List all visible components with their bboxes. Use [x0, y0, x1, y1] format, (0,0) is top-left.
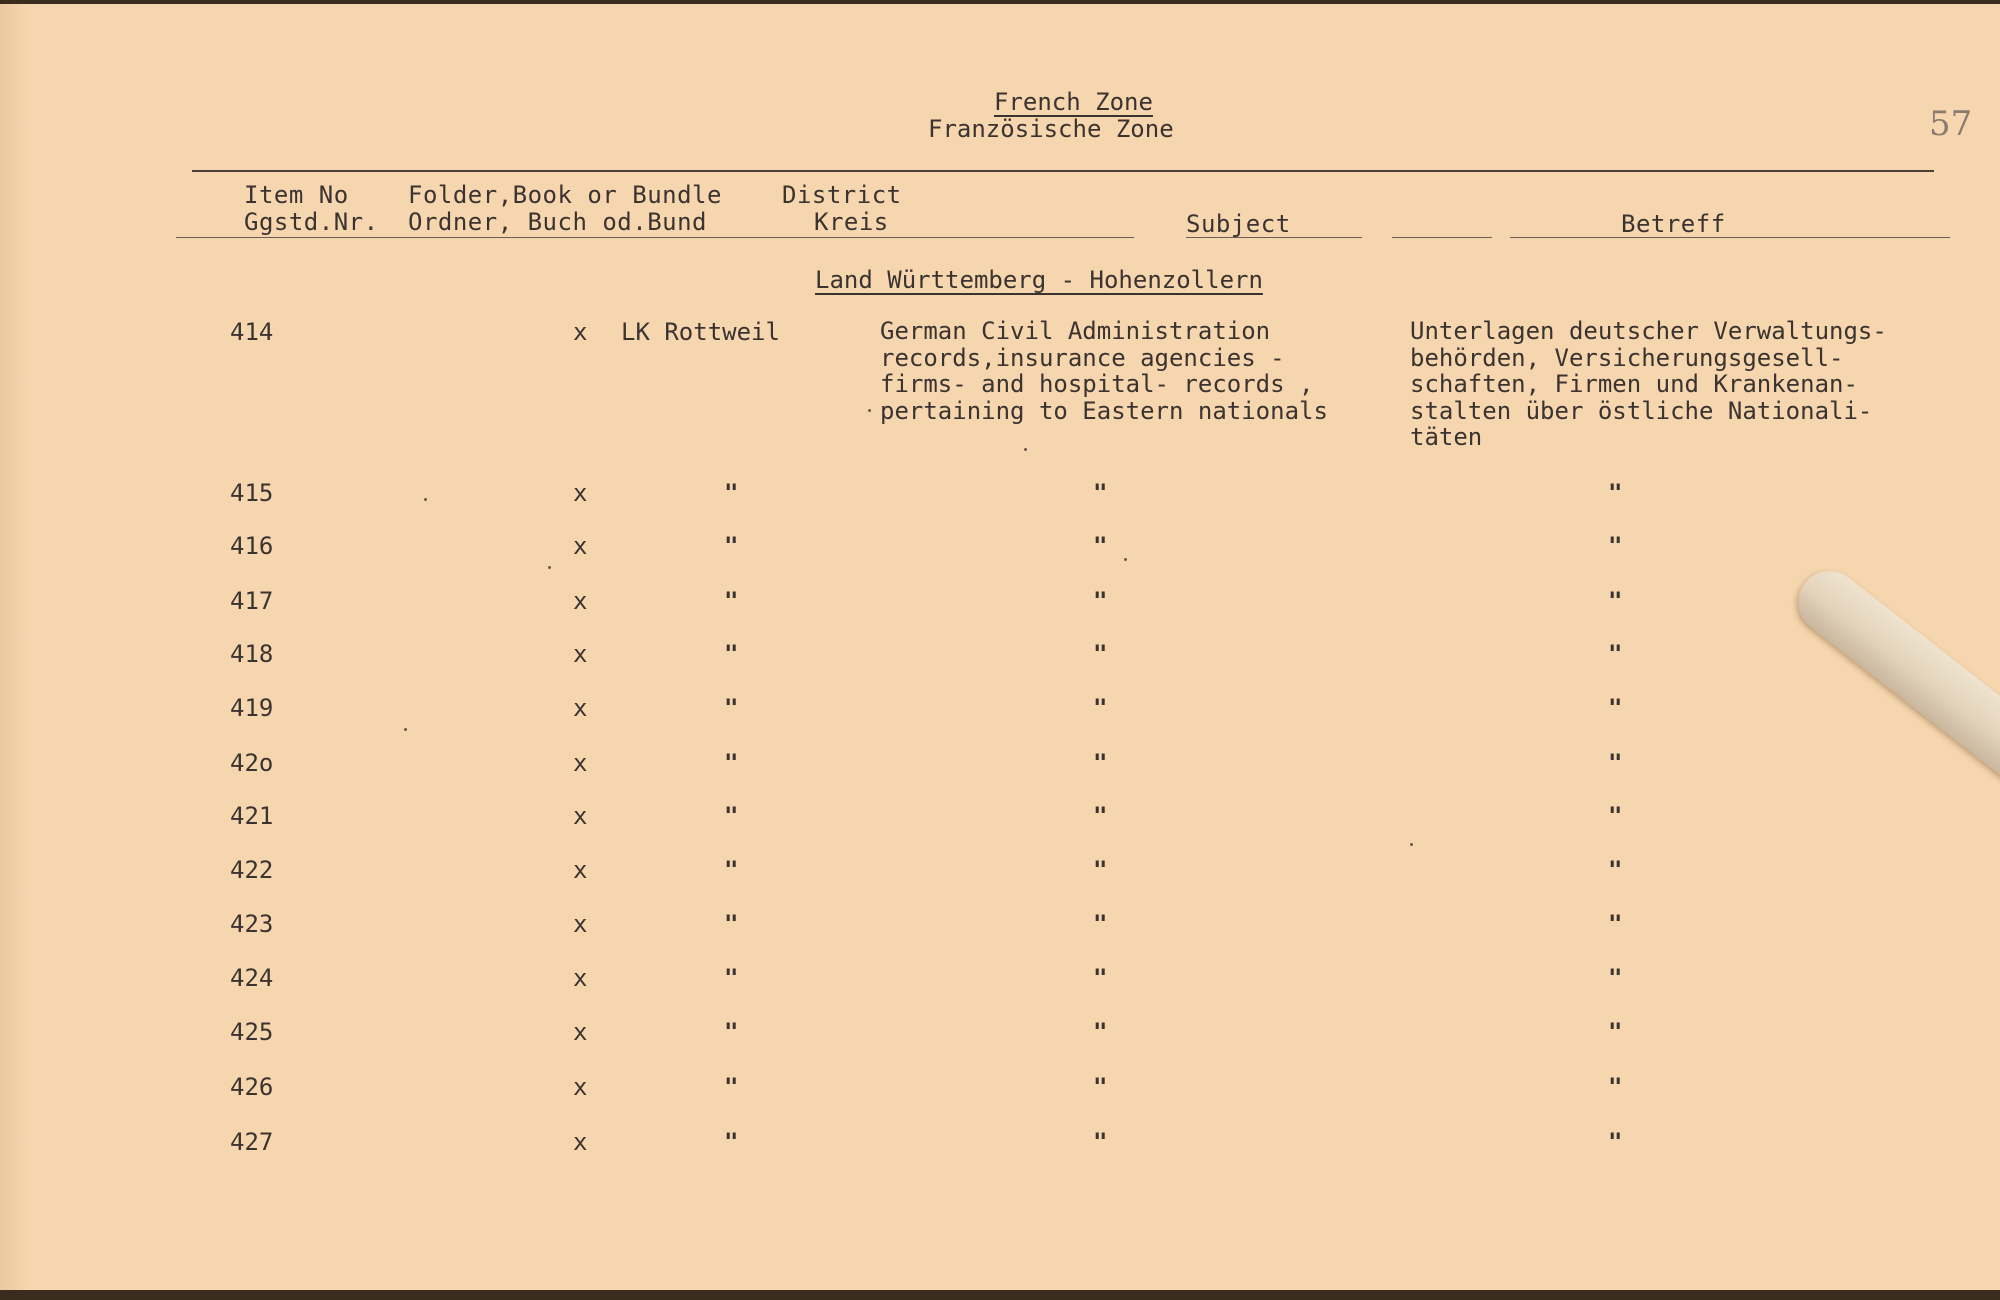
row-subject-ditto: "	[1093, 640, 1108, 668]
row-district-ditto: "	[724, 1073, 739, 1101]
row-subject-ditto: "	[1093, 694, 1108, 722]
row-district-ditto: "	[724, 479, 739, 507]
row-betreff-ditto: "	[1608, 532, 1623, 560]
zone-title-de: Französische Zone	[928, 115, 1174, 143]
table-row	[0, 856, 2000, 886]
row-district-ditto: "	[724, 964, 739, 992]
row-betreff-ditto: "	[1608, 479, 1623, 507]
row-district-ditto: "	[724, 532, 739, 560]
entry-414-item: 414	[230, 318, 274, 346]
document-page	[0, 4, 2000, 1290]
row-mark: x	[573, 1128, 588, 1156]
section-title: Land Württemberg - Hohenzollern	[815, 266, 1263, 294]
row-item-number: 42o	[230, 749, 274, 777]
header-bottom-rule-left	[176, 237, 1134, 238]
row-mark: x	[573, 964, 588, 992]
row-subject-ditto: "	[1093, 856, 1108, 884]
row-betreff-ditto: "	[1608, 802, 1623, 830]
header-bottom-rule-mid	[1186, 237, 1362, 238]
row-subject-ditto: "	[1093, 749, 1108, 777]
row-subject-ditto: "	[1093, 1073, 1108, 1101]
row-district-ditto: "	[724, 856, 739, 884]
col-district-de: Kreis	[814, 208, 889, 236]
table-row	[0, 910, 2000, 940]
entry-414-subject: German Civil Administration records,insurance agencies - firms- and hospital- records , pertaining to Eastern nationals	[880, 317, 1328, 425]
row-mark: x	[573, 532, 588, 560]
row-subject-ditto: "	[1093, 587, 1108, 615]
entry-414-district: LK Rottweil	[621, 318, 780, 346]
row-mark: x	[573, 1018, 588, 1046]
table-row	[0, 694, 2000, 724]
row-betreff-ditto: "	[1608, 694, 1623, 722]
row-betreff-ditto: "	[1608, 910, 1623, 938]
row-betreff-ditto: "	[1608, 856, 1623, 884]
row-item-number: 417	[230, 587, 274, 615]
header-bottom-rule-gap	[1392, 237, 1492, 238]
row-mark: x	[573, 802, 588, 830]
row-district-ditto: "	[724, 802, 739, 830]
row-item-number: 426	[230, 1073, 274, 1101]
row-item-number: 424	[230, 964, 274, 992]
row-subject-ditto: "	[1093, 1018, 1108, 1046]
row-item-number: 427	[230, 1128, 274, 1156]
table-row	[0, 587, 2000, 617]
table-row	[0, 1128, 2000, 1158]
row-district-ditto: "	[724, 640, 739, 668]
zone-title-en: French Zone	[994, 88, 1153, 116]
col-betreff: Betreff	[1621, 210, 1726, 238]
row-district-ditto: "	[724, 1128, 739, 1156]
table-row	[0, 1018, 2000, 1048]
col-subject: Subject	[1186, 210, 1291, 238]
row-item-number: 423	[230, 910, 274, 938]
table-row	[0, 749, 2000, 779]
row-district-ditto: "	[724, 749, 739, 777]
row-mark: x	[573, 910, 588, 938]
row-item-number: 418	[230, 640, 274, 668]
row-subject-ditto: "	[1093, 532, 1108, 560]
row-mark: x	[573, 749, 588, 777]
row-betreff-ditto: "	[1608, 749, 1623, 777]
row-item-number: 422	[230, 856, 274, 884]
row-betreff-ditto: "	[1608, 640, 1623, 668]
row-item-number: 421	[230, 802, 274, 830]
row-betreff-ditto: "	[1608, 587, 1623, 615]
table-row	[0, 479, 2000, 509]
table-row	[0, 640, 2000, 670]
row-district-ditto: "	[724, 694, 739, 722]
row-mark: x	[573, 1073, 588, 1101]
entry-414-mark: x	[573, 318, 588, 346]
row-subject-ditto: "	[1093, 964, 1108, 992]
row-betreff-ditto: "	[1608, 1073, 1623, 1101]
table-row	[0, 1073, 2000, 1103]
row-mark: x	[573, 694, 588, 722]
header-rule	[192, 170, 1934, 172]
row-mark: x	[573, 479, 588, 507]
row-mark: x	[573, 640, 588, 668]
row-district-ditto: "	[724, 910, 739, 938]
row-subject-ditto: "	[1093, 910, 1108, 938]
row-district-ditto: "	[724, 587, 739, 615]
row-betreff-ditto: "	[1608, 1018, 1623, 1046]
table-row	[0, 964, 2000, 994]
row-subject-ditto: "	[1093, 802, 1108, 830]
row-district-ditto: "	[724, 1018, 739, 1046]
row-subject-ditto: "	[1093, 479, 1108, 507]
row-item-number: 419	[230, 694, 274, 722]
row-mark: x	[573, 856, 588, 884]
row-item-number: 416	[230, 532, 274, 560]
row-betreff-ditto: "	[1608, 1128, 1623, 1156]
table-row	[0, 802, 2000, 832]
col-folder-de: Ordner, Buch od.Bund	[408, 208, 707, 236]
row-subject-ditto: "	[1093, 1128, 1108, 1156]
table-row	[0, 532, 2000, 562]
row-item-number: 425	[230, 1018, 274, 1046]
header-bottom-rule-right	[1510, 237, 1950, 238]
entry-414-betreff: Unterlagen deutscher Verwaltungs- behörden, Versicherungsgesell- schaften, Firmen und Krankenan- stalten über östliche Nationali- täten	[1410, 317, 1887, 451]
col-folder-en: Folder,Book or Bundle	[408, 181, 722, 209]
col-item-de: Ggstd.Nr.	[244, 208, 379, 236]
col-item-en: Item No	[244, 181, 349, 209]
col-district-en: District	[782, 181, 902, 209]
row-mark: x	[573, 587, 588, 615]
row-item-number: 415	[230, 479, 274, 507]
row-betreff-ditto: "	[1608, 964, 1623, 992]
page-number: 57	[1929, 104, 1973, 144]
